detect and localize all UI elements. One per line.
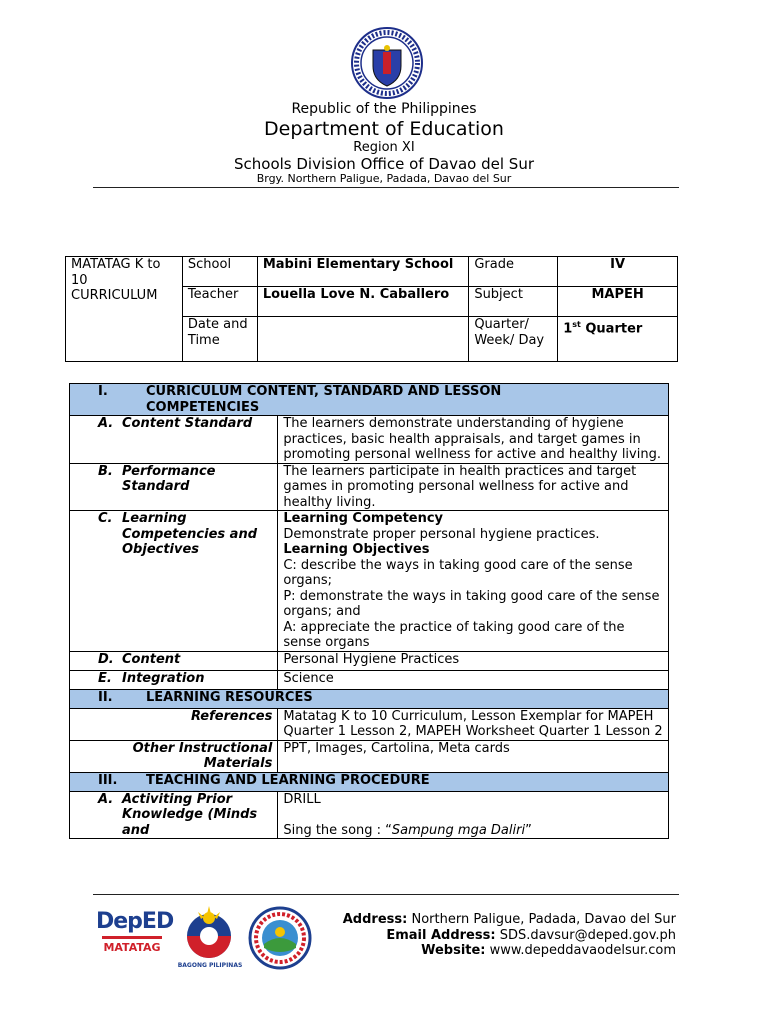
section-curriculum-content <box>70 384 669 416</box>
section-learning-resources: II. LEARNING RESOURCES <box>70 689 669 708</box>
header-department: Department of Education <box>264 118 504 140</box>
quarter-label: Quarter/ Week/ Day <box>469 317 558 362</box>
references-label: References <box>70 708 278 740</box>
learning-competencies-text: Learning Competency Demonstrate proper personal hygiene practices. Learning Objectives C: describe the ways in taking good care of the sense organs; P: demonstrate the ways in taking good care of the sense organs; and A: appreciate the practice of taking good care of the sense organs <box>278 511 669 652</box>
school-value: Mabini Elementary School <box>257 257 468 287</box>
section-title: CURRICULUM CONTENT, STANDARD AND LESSON COMPETENCIES <box>146 384 502 415</box>
section-number: I. <box>98 384 108 399</box>
references-text: Matatag K to 10 Curriculum, Lesson Exemplar for MAPEH Quarter 1 Lesson 2, MAPEH Worksheet Quarter 1 Lesson 2 <box>278 708 669 740</box>
grade-value: IV <box>558 257 678 287</box>
teacher-value: Louella Love N. Caballero <box>257 287 468 317</box>
row-references <box>70 708 669 740</box>
teacher-label: Teacher <box>182 287 257 317</box>
datetime-value <box>257 317 468 362</box>
content-text: Personal Hygiene Practices <box>278 651 669 670</box>
row-performance-standard: B. Performance Standard The learners participate in health practices and target games in promoting personal wellness for active and healthy living. <box>70 463 669 511</box>
row-learning-competencies: C. Learning Competencies and Objectives Learning Competency Demonstrate proper personal hygiene practices. Learning Objectives C: describe the ways in taking good care of the sense organs; P: demonstrate the ways in taking good care of the sense organs; and A: appreciate the practice of taking good care of the sense organs <box>70 511 669 652</box>
datetime-label: Date and Time <box>182 317 257 362</box>
other-materials-label: Other Instructional Materials <box>70 740 278 772</box>
header-republic: Republic of the Philippines <box>291 101 477 117</box>
division-seal-icon <box>248 906 312 970</box>
integration-text: Science <box>278 670 669 689</box>
section-teaching-procedure: III. TEACHING AND LEARNING PROCEDURE <box>70 772 669 791</box>
bagong-pilipinas-text: BAGONG PILIPINAS <box>177 962 243 969</box>
row-integration: E. Integration Science <box>70 670 669 689</box>
school-label: School <box>182 257 257 287</box>
subject-label: Subject <box>469 287 558 317</box>
other-materials-text: PPT, Images, Cartolina, Meta cards <box>278 740 669 772</box>
curriculum-cell: MATATAG K to 10 CURRICULUM <box>66 257 183 362</box>
lesson-plan-table <box>69 383 669 839</box>
footer-divider <box>93 894 679 895</box>
deped-matatag-logo: DepED MATATAG <box>96 909 174 954</box>
performance-standard-text: The learners participate in health practices and target games in promoting personal wellness for active and healthy living. <box>278 463 669 511</box>
row-other-materials <box>70 740 669 772</box>
activating-prior-knowledge-text: DRILL Sing the song : “Sampung mga Daliri” <box>278 791 669 839</box>
row-content-standard: A. Content Standard The learners demonstrate understanding of hygiene practices, basic health appraisals, and target games in promoting personal wellness for active and healthy living. <box>70 416 669 464</box>
header-division: Schools Division Office of Davao del Sur <box>234 155 534 173</box>
subject-value: MAPEH <box>558 287 678 317</box>
quarter-value: 1st Quarter <box>558 317 678 362</box>
lesson-info-table <box>65 256 678 362</box>
deped-seal-icon <box>346 26 428 100</box>
row-content: D. Content Personal Hygiene Practices <box>70 651 669 670</box>
header-divider <box>93 187 679 188</box>
content-standard-text: The learners demonstrate understanding of hygiene practices, basic health appraisals, and target games in promoting personal wellness for active and healthy living. <box>278 416 669 464</box>
header-region: Region XI <box>353 140 415 155</box>
grade-label: Grade <box>469 257 558 287</box>
footer-contact: Address: Northern Paligue, Padada, Davao del Sur Email Address: SDS.davsur@deped.gov.ph Website: www.depeddavaodelsur.com <box>342 912 676 958</box>
bagong-pilipinas-logo <box>178 904 240 962</box>
header-address: Brgy. Northern Paligue, Padada, Davao del Sur <box>256 172 512 185</box>
row-activating-prior-knowledge: A. Activiting Prior Knowledge (Minds and DRILL Sing the song : “Sampung mga Daliri” <box>70 791 669 839</box>
